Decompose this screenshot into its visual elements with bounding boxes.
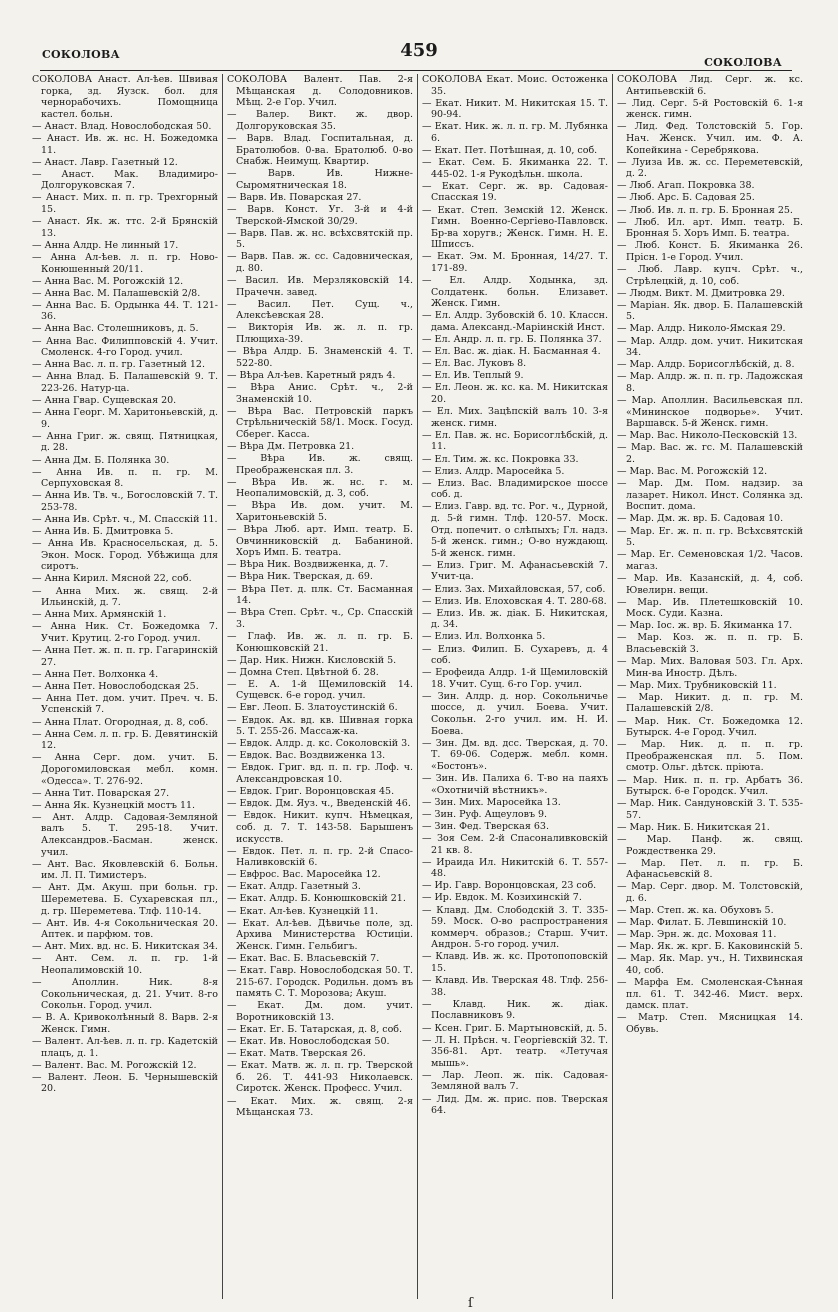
directory-entry: — Евфрос. Вас. Маросейка 12. (227, 869, 381, 881)
directory-entry: — Мар. Мих. Трубниковскій 11. (617, 679, 777, 691)
page-header (0, 40, 838, 74)
directory-entry: — Анна Дм. Б. Полянка 30. (32, 454, 170, 466)
directory-entry: — Екат. Матв. ж. л. п. гр. Тверской б. 26. Т. 441-93 Николаевск. Сиротск. Женск. Професс. Учил. (227, 1060, 413, 1095)
directory-entry: — Екат. Ал-ѣев. Дѣвичье поле, зд. Архива Министерства Юстиціи. Женск. Гимн. Гельбигъ. (227, 917, 413, 952)
directory-entry: — Мар. Вас. ж. гс. М. Палашевскій 2. (617, 442, 803, 465)
running-head-right: СОКОЛОВА (704, 56, 782, 69)
directory-entry: — Мар. Дм. ж. вр. Б. Садовая 10. (617, 513, 784, 525)
directory-entry: — Лар. Леоп. ж. пік. Садовая-Земляной валъ 7. (422, 1069, 608, 1093)
directory-entry: — Мар. Ег. Семеновская 1/2. Часов. магаз. (617, 549, 803, 572)
directory-entry: СОКОЛОВА Лид. Серг. ж. кс. Антипьевскій 6. (617, 74, 803, 97)
directory-entry: — Мар. Як. Мар. уч., Н. Тихвинская 40, соб. (617, 953, 803, 977)
directory-entry: — Мар. Іос. ж. вр. Б. Якиманка 17. (617, 620, 793, 632)
directory-entry: — Валент. Ал-ѣев. л. п. гр. Кадетскій плацъ, д. 1. (32, 1036, 218, 1059)
directory-entry: — Мар. Ник. п. п. гр. Арбатъ 36. Бутырск. 6-е Городск. Учил. (617, 774, 803, 798)
directory-entry: — Васил. Ив. Мерзляковскій 14. Прачечн. завед. (227, 275, 413, 298)
directory-entry: — Анна Мих. ж. свящ. 2-й Ильинскій, д. 7. (32, 585, 218, 609)
directory-entry: — Зин. Дм. вд. дсс. Тверская, д. 70. Т. 69-06. Содерж. мебл. комн. «Бостонъ». (422, 737, 608, 772)
directory-entry: — Вѣра Анис. Срѣт. ч., 2-й Знаменскій 10. (227, 381, 413, 405)
directory-entry: СОКОЛОВА Анаст. Ал-ѣев. Швивая горка, зд. Яузск. бол. для чернорабочихъ. Помощница кастел. больн. (32, 74, 218, 120)
directory-entry: — Елиз. Зах. Михайловская, 57, соб. (422, 583, 606, 595)
directory-entry: — Ир. Гавр. Воронцовская, 23 соб. (422, 880, 597, 892)
directory-entry: — Вѣра Ив. дом. учит. М. Харитоньевскій 5. (227, 500, 413, 523)
directory-entry: — Мар. Панф. ж. свящ. Рождественка 29. (617, 834, 803, 857)
directory-entry: — Зоя Сем. 2-й Спасоналивковскій 21 кв. 8. (422, 833, 608, 856)
directory-entry: — Анна Вас. Столешниковъ, д. 5. (32, 323, 199, 335)
directory-entry: — Анна Георг. М. Харитоньевскій, д. 9. (32, 407, 218, 430)
directory-entry: — Евдок. Пет. л. п. гр. 2-й Спасо-Наливковскій 6. (227, 845, 413, 869)
directory-entry: — Евдок. Никит. купч. Нѣмецкая, соб. д. 7. Т. 143-58. Барышенъ искусств. (227, 810, 413, 845)
directory-entry: — Зин. Алдр. д. нор. Сокольничье шоссе, д. учил. Боева. Учит. Сокольн. 2-го учил. им. Н. И. Боева. (422, 690, 608, 737)
directory-entry: — Екат. Алдр. Газетный 3. (227, 881, 361, 893)
directory-entry: — Валент. Леон. Б. Чернышевскій 20. (32, 1071, 218, 1095)
directory-entry: — Ант. Мих. вд. нс. Б. Никитская 34. (32, 941, 218, 953)
directory-entry: — Анна Ник. Ст. Божедомка 7. Учит. Крутиц. 2-го Город. учил. (32, 621, 218, 644)
directory-entry: — Марфа Ем. Смоленская-Сѣнная пл. 61. Т. 342-46. Мист. верх. дамск. плат. (617, 977, 803, 1012)
directory-entry: — Екат. Ник. ж. л. п. гр. М. Лубянка 6. (422, 121, 608, 144)
column-1 (32, 74, 218, 1294)
directory-entry: — Ел. Андр. л. п. гр. Б. Полянка 37. (422, 334, 602, 346)
directory-entry: — Евг. Леоп. Б. Златоустинскій 6. (227, 702, 398, 714)
directory-entry: — Анна Вас. Б. Ордынка 44. Т. 121-36. (32, 299, 218, 323)
directory-entry: — Клавд. Ник. ж. діак. Пославниковъ 9. (422, 998, 608, 1022)
directory-entry: — Екат. Гавр. Новослободская 50. Т. 215-67. Городск. Родильн. домъ въ память С. Т. Морозова; Акуш. (227, 965, 413, 1000)
directory-entry: — Ел. Алдр. Зубовскій б. 10. Классн. дама. Александ.-Маріинскій Инст. (422, 310, 608, 333)
directory-entry: — Домна Степ. Цвѣтной б. 28. (227, 666, 379, 678)
directory-entry: — Ант. Дм. Акуш. при больн. гр. Шереметева. Б. Сухаревская пл., д. гр. Шереметева. Тлф. 110-14. (32, 882, 218, 917)
directory-entry: — Е. А. 1-й Щемиловскій 14. Сущевск. 6-е город. учил. (227, 678, 413, 702)
directory-entry: — Ел. Ив. Теплый 9. (422, 370, 524, 382)
directory-entry: — Мар. Аполлин. Васильевская пл. «Мининское подворье». Учит. Варшавск. 5-й Женск. гимн. (617, 395, 803, 430)
directory-entry: — Мар. Ив. Плетешковскій 10. Моск. Суди. Казна. (617, 596, 803, 620)
directory-entry: — Мар. Алдр. ж. п. п. гр. Ладожская 8. (617, 371, 803, 394)
directory-entry: — Глаф. Ив. ж. л. п. гр. Б. Конюшковскій 21. (227, 630, 413, 654)
directory-entry: — Анаст. Мих. п. п. гр. Трехгорный 15. (32, 192, 218, 216)
directory-entry: — Мар. Эрн. ж. дс. Моховая 11. (617, 929, 777, 941)
directory-entry: — Анна Влад. Б. Палашевскій 9. Т. 223-26. Натур-ца. (32, 371, 218, 394)
directory-entry: — Мар. Ег. ж. п. п. гр. Всѣхсвятскій 5. (617, 525, 803, 549)
directory-entry: — Елиз. Ив. Елоховская 4. Т. 280-68. (422, 595, 607, 607)
directory-entry: — Елиз. Гавр. вд. тс. Рог. ч., Дурной, д. 5-й гимн. Тлф. 120-57. Моск. Отд. попечит. о слѣпыхъ; Гл. надз. 5-й женск. гимн.; О-во нуждающ. 5-й женск. гимн. (422, 501, 608, 559)
directory-entry: — Вѣра Ал-ѣев. Каретный рядъ 4. (227, 369, 396, 381)
directory-entry: — Евдок. Алдр. д. кс. Соколовскій 3. (227, 738, 411, 750)
directory-entry: — Анаст. Як. ж. ттс. 2-й Брянскій 13. (32, 216, 218, 239)
directory-entry: — Екат. Ег. Б. Татарская, д. 8, соб. (227, 1024, 403, 1035)
directory-entry: — Лид. Серг. 5-й Ростовскій 6. 1-я женск. гимн. (617, 97, 803, 121)
directory-entry: — Анна Ал-ѣев. л. п. гр. Ново-Конюшенный 20/11. (32, 251, 218, 275)
directory-entry: — Ираида Ил. Никитскій 6. Т. 557-48. (422, 856, 608, 880)
directory-entry: — Анна Гвар. Сущевская 20. (32, 395, 177, 407)
directory-entry: — Анна Пет. Волхонка 4. (32, 668, 159, 680)
directory-entry: — Вѣра Алдр. Б. Знаменскій 4. Т. 522-80. (227, 346, 413, 369)
directory-entry: — Мар. Вас. Николо-Песковскій 13. (617, 430, 798, 442)
directory-entry: — Елиз. Вас. Владимирское шоссе соб. д. (422, 477, 608, 501)
directory-entry: — Мар. Ив. Казанскій, д. 4, соб. Ювелирн. вещи. (617, 572, 803, 596)
directory-entry: — Валент. Вас. М. Рогожскій 12. (32, 1059, 197, 1071)
directory-entry: — Вѣра Пет. д. плк. Ст. Басманная 14. (227, 583, 413, 607)
directory-entry: — Люб. Ил. арт. Имп. театр. Б. Бронная 5. Хоръ Имп. Б. театра. (617, 216, 803, 240)
directory-entry: — Л. Н. Прѣсн. ч. Георгіевскій 32. Т. 356-81. Арт. театр. «Летучая мышь». (422, 1034, 608, 1069)
directory-entry: — Люб. Лавр. купч. Срѣт. ч., Стрѣлецкій, д. 10, соб. (617, 264, 803, 287)
directory-entry: — Екат. Алдр. Б. Конюшковскій 21. (227, 893, 406, 905)
column-4 (617, 74, 803, 1294)
directory-entry: — Мар. Мих. Валовая 503. Гл. Арх. Мин-ва Иностр. Дѣлъ. (617, 656, 803, 679)
directory-entry: — Мар. Ник. Сандуновскій 3. Т. 535-57. (617, 798, 803, 821)
directory-entry: — Мар. Дм. Пом. надзир. за лазарет. Никол. Инст. Солянка зд. Воспит. дома. (617, 478, 803, 513)
directory-entry: — Ел. Леон. ж. кс. ка. М. Никитская 20. (422, 382, 608, 406)
directory-entry: — Вѣра Дм. Петровка 21. (227, 440, 355, 452)
directory-entry: — Вѣра Ник. Воздвиженка, д. 7. (227, 559, 389, 571)
directory-entry: — Екат. Сем. Б. Якиманка 22. Т. 445-02. 1-я Рукодѣльн. школа. (422, 157, 608, 180)
directory-entry: — Валер. Викт. ж. двор. Долгоруковская 35. (227, 109, 413, 132)
directory-entry: — Анаст. Влад. Новослободская 50. (32, 120, 212, 132)
directory-entry: — Екат. Мих. ж. свящ. 2-я Мѣщанская 73. (227, 1095, 413, 1119)
directory-entry: — Мар. Алдр. Николо-Ямская 29. (617, 323, 786, 335)
directory-entry: — Варв. Конст. Уг. 3-й и 4-й Тверской-Ямской 30/29. (227, 204, 413, 227)
directory-entry: — Екат. Пет. Потѣшная, д. 10, соб. (422, 145, 598, 157)
directory-entry: — Варв. Влад. Госпитальная, д. Братолюбов. 0-ва. Братолюб. 0-во Снабж. Неимущ. Квартир. (227, 132, 413, 168)
directory-entry: — Люб. Арс. Б. Садовая 25. (617, 192, 755, 204)
directory-entry: — Екат. Ал-ѣев. Кузнецкій 11. (227, 905, 379, 917)
running-head-left: СОКОЛОВА (42, 48, 120, 61)
directory-entry: — Вѣра Вас. Петровскій паркъ Стрѣльническій 58/1. Моск. Госуд. Сберег. Касса. (227, 405, 413, 440)
directory-entry: — Анна Ив. п. п. гр. М. Серпуховская 8. (32, 466, 218, 490)
directory-entry: — Евдок. Григ. Воронцовская 45. (227, 786, 395, 798)
directory-entry: — Елиз. Ил. Волхонка 5. (422, 631, 546, 643)
directory-entry: — Елиз. Ив. ж. діак. Б. Никитская, д. 34. (422, 607, 608, 631)
directory-entry: — Дар. Ник. Нижн. Кисловскій 5. (227, 654, 397, 666)
directory-entry: — Екат. Серг. ж. вр. Садовая-Спасская 19. (422, 180, 608, 204)
directory-entry: — Мар. Коз. ж. п. п. гр. Б. Власьевскій 3. (617, 632, 803, 655)
directory-entry: — Анна Ив. Срѣт. ч., М. Спасскій 11. (32, 513, 218, 525)
directory-entry: — Анна Вас. М. Палашевскій 2/8. (32, 287, 201, 299)
bottom-mark: ſ (468, 1296, 473, 1311)
directory-entry: — Ерофеида Алдр. 1-й Щемиловскій 18. Учит. Сущ. 6-го Гор. учил. (422, 667, 608, 690)
directory-entry: — Клавд. Дм. Слободскій 3. Т. 335-59. Моск. О-во распространения коммерч. образов.; Старш. Учит. Андрон. 5-го город. учил. (422, 904, 608, 951)
directory-entry: — Ел. Вас. Луковъ 8. (422, 358, 527, 370)
directory-entry: — Мар. Филат. Б. Левшинскій 10. (617, 917, 787, 929)
column-divider (222, 74, 223, 1299)
directory-entry: — Ир. Евдок. М. Козихинскій 7. (422, 892, 582, 904)
directory-entry: — Варв. Пав. ж. сс. Садовническая, д. 80. (227, 251, 413, 274)
page-number: 459 (400, 40, 438, 61)
directory-entry: — Анна Пет. Новослободская 25. (32, 680, 199, 692)
directory-entry: — Луиза Ив. ж. сс. Переметевскій, д. 2. (617, 156, 803, 180)
directory-entry: — Анна Ив. Тв. ч., Богословскій 7. Т. 253-78. (32, 490, 218, 513)
directory-entry: — Мар. Пет. л. п. гр. Б. Афанасьевскій 8. (617, 857, 803, 881)
directory-entry: — Вѣра Ив. ж. нс. г. м. Неопалимовскій, д. 3, соб. (227, 476, 413, 500)
directory-entry: — Анна Кирил. Мясной 22, соб. (32, 573, 192, 585)
directory-entry: — Евдок. Вас. Воздвиженка 13. (227, 750, 386, 762)
directory-entry: — Зин. Мих. Маросейка 13. (422, 796, 561, 808)
directory-entry: — Анаст. Ив. ж. нс. Н. Божедомка 11. (32, 132, 218, 156)
directory-entry: — Ел. Пав. ж. нс. Борисоглѣбскій, д. 11. (422, 429, 608, 453)
directory-entry: — Ксен. Григ. Б. Мартыновскій, д. 5. (422, 1022, 608, 1034)
column-3 (422, 74, 608, 1294)
directory-entry: — Ел. Мих. Зацѣпскій валъ 10. 3-я женск. гимн. (422, 406, 608, 429)
directory-entry: — Анна Сем. л. п. гр. Б. Девятинскій 12. (32, 728, 218, 752)
directory-entry: — Анаст. Лавр. Газетный 12. (32, 156, 178, 168)
directory-entry: — Люб. Ив. л. п. гр. Б. Бронная 25. (617, 204, 793, 216)
directory-entry: — Лид. Дм. ж. прис. пов. Тверская 64. (422, 1093, 608, 1117)
directory-entry: — Анна Вас. л. п. гр. Газетный 12. (32, 359, 205, 371)
directory-entry: — Вѣра Степ. Срѣт. ч., Ср. Спасскій 3. (227, 607, 413, 630)
directory-entry: — Ел. Вас. ж. діак. Н. Басманная 4. (422, 346, 601, 358)
directory-entry: — Мар. Никит. д. п. гр. М. Палашевскій 2/8. (617, 691, 803, 715)
directory-entry: — Анна Ив. Б. Дмитровка 5. (32, 526, 174, 538)
directory-entry: — Анна Алдр. Не линный 17. (32, 239, 179, 251)
directory-entry: — Лид. Фед. Толстовскій 5. Гор. Нач. Женск. Учил. им. Ф. А. Копейкина - Серебрякова. (617, 121, 803, 156)
directory-entry: — Евдок. Ак. вд. кв. Шивная горка 5. Т. 255-26. Массаж-ка. (227, 714, 413, 738)
directory-entry: — Васил. Пет. Сущ. ч., Алексѣевская 28. (227, 298, 413, 322)
directory-entry: — Люб. Конст. Б. Якиманка 26. Прісн. 1-е Город. Учил. (617, 240, 803, 263)
directory-entry: — Екат. Дм. дом. учит. Воротниковскій 13. (227, 1000, 413, 1023)
directory-entry: — Мар. Степ. ж. ка. Обуховъ 5. (617, 905, 774, 917)
directory-entry: — Клавд. Ив. ж. кс. Протопоповскій 15. (422, 951, 608, 975)
directory-entry: — Анна Вас. Филипповскій 4. Учит. Смоленск. 4-го Город. учил. (32, 335, 218, 359)
directory-entry: — Анна Мих. Армянскій 1. (32, 609, 167, 621)
directory-entry: — Ант. Вас. Яковлевскій 6. Больн. им. Л. П. Тимистеръ. (32, 858, 218, 882)
directory-entry: — Екат. Матв. Тверская 26. (227, 1048, 366, 1060)
directory-entry: — Анна Серг. дом. учит. Б. Дорогомиловская мебл. комн. «Одесса». Т. 276-92. (32, 752, 218, 787)
directory-entry: — Евдок. Дм. Яуз. ч., Введенскій 46. (227, 798, 411, 810)
directory-entry: — Мар. Алдр. Борисоглѣбскій, д. 8. (617, 359, 795, 371)
directory-entry: — Мар. Ник. д. п. п. гр. Преображенская пл. 5. Пом. смотр. Ольг. дѣтск. пріюта. (617, 739, 803, 774)
directory-entry: — Клавд. Ив. Тверская 48. Тлф. 256-38. (422, 975, 608, 998)
directory-entry: СОКОЛОВА Валент. Пав. 2-я Мѣщанская д. Солодовников. Мѣщ. 2-е Гор. Учил. (227, 74, 413, 109)
directory-entry: — Вѣра Люб. арт. Имп. театр. Б. Овчинниковскій д. Бабаниной. Хоръ Имп. Б. театра. (227, 524, 413, 559)
column-2 (227, 74, 413, 1294)
directory-entry: — Зин. Фед. Тверская 63. (422, 820, 549, 832)
column-divider (612, 74, 613, 1299)
directory-entry: — Варв. Ив. Нижне-Сыромятническая 18. (227, 168, 413, 191)
directory-entry: — Анна Плат. Огородная, д. 8, соб. (32, 716, 209, 728)
directory-entry: — Зин. Ив. Палиха 6. Т-во на паяхъ «Охотничій вѣстникъ». (422, 773, 608, 796)
directory-entry: — Людм. Викт. М. Дмитровка 29. (617, 287, 785, 299)
directory-entry: — Ел. Тим. ж. кс. Покровка 33. (422, 453, 579, 465)
directory-entry: — Ел. Алдр. Ходынка, зд. Солдатенк. больн. Елизавет. Женск. Гимн. (422, 275, 608, 310)
directory-entry: — Елиз. Филип. Б. Сухаревъ, д. 4 соб. (422, 643, 608, 667)
directory-entry: — Вѣра Ив. ж. свящ. Преображенская пл. 3. (227, 453, 413, 476)
directory-entry: — Ант. Сем. л. п. гр. 1-й Неопалимовскій 10. (32, 953, 218, 977)
directory-columns (30, 74, 808, 1294)
directory-entry: — Анна Вас. М. Рогожскій 12. (32, 275, 184, 287)
column-divider (417, 74, 418, 1299)
directory-entry: — Екат. Эм. М. Бронная, 14/27. Т. 171-89. (422, 251, 608, 274)
directory-entry: — Варв. Пав. ж. нс. всѣхсвятскій пр. 5. (227, 227, 413, 251)
directory-entry: — Матр. Степ. Мясницкая 14. Обувь. (617, 1012, 803, 1035)
directory-entry: — Анна Тит. Поварская 27. (32, 787, 170, 799)
directory-entry: — Мар. Ник. Ст. Божедомка 12. Бутырск. 4-е Город. Учил. (617, 715, 803, 739)
directory-entry: — Маріан. Як. двор. Б. Палашевскій 5. (617, 299, 803, 323)
directory-entry: — Анна Пет. ж. п. п. гр. Гагаринскій 27. (32, 645, 218, 668)
directory-entry: — Мар. Вас. М. Рогожскій 12. (617, 466, 768, 478)
directory-entry: — Екат. Никит. М. Никитская 15. Т. 90-94. (422, 97, 608, 121)
directory-entry: — Вѣра Ник. Тверская, д. 69. (227, 571, 373, 583)
directory-entry: — Аполлин. Ник. 8-я Сокольническая, д. 21. Учит. 8-го Сокольн. Город. учил. (32, 977, 218, 1012)
header-rule (40, 70, 792, 71)
directory-entry: — Мар. Серг. двор. М. Толстовскій, д. 6. (617, 881, 803, 904)
directory-entry: — В. А. Кривоколѣнный 8. Варв. 2-я Женск. Гимн. (32, 1012, 218, 1035)
directory-entry: — Елиз. Алдр. Маросейка 5. (422, 465, 565, 477)
directory-entry: — Варв. Ив. Поварская 27. (227, 191, 362, 203)
directory-entry: СОКОЛОВА Екат. Моис. Остоженка 35. (422, 74, 608, 97)
directory-entry: — Анна Ив. Красносельская, д. 5. Экон. Моск. Город. Убѣжища для сиротъ. (32, 538, 218, 573)
directory-entry: — Ант. Алдр. Садовая-Земляной валъ 5. Т. 295-18. Учит. Александров.-Басман. женск. учил. (32, 811, 218, 858)
directory-entry: — Анна Григ. ж. свящ. Пятницкая, д. 28. (32, 430, 218, 454)
directory-entry: — Люб. Агап. Покровка 38. (617, 180, 755, 192)
directory-entry: — Викторія Ив. ж. л. п. гр. Плющиха-39. (227, 322, 413, 346)
directory-entry: — Анна Як. Кузнецкій мостъ 11. (32, 799, 196, 811)
directory-entry: — Екат. Вас. Б. Власьевскій 7. (227, 952, 380, 964)
directory-entry: — Мар. Як. ж. крг. Б. Каковинскій 5. (617, 941, 803, 953)
directory-entry: — Анна Пет. дом. учит. Преч. ч. Б. Успенскій 7. (32, 692, 218, 716)
directory-entry: — Мар. Алдр. дом. учит. Никитская 34. (617, 335, 803, 359)
directory-entry: — Екат. Степ. Земскій 12. Женск. Гимн. Военно-Сергіево-Павловск. Бр-ва хоругв.; Женск. Гимн. Н. Е. Шписсъ. (422, 204, 608, 251)
directory-entry: — Мар. Ник. Б. Никитская 21. (617, 821, 770, 833)
directory-entry: — Елиз. Григ. М. Афанасьевскій 7. Учит-ца. (422, 559, 608, 583)
directory-entry: — Евдок. Григ. вд. п. п. гр. Лоф. ч. Александровская 10. (227, 762, 413, 786)
directory-entry: — Зин. Руф. Ащеуловъ 9. (422, 808, 548, 820)
directory-entry: — Анаст. Мак. Владимиро-Долгоруковская 7. (32, 168, 218, 192)
directory-entry: — Ант. Ив. 4-я Сокольническая 20. Аптек. и парфюм. тов. (32, 917, 218, 941)
directory-entry: — Екат. Ив. Новослободская 50. (227, 1036, 390, 1048)
